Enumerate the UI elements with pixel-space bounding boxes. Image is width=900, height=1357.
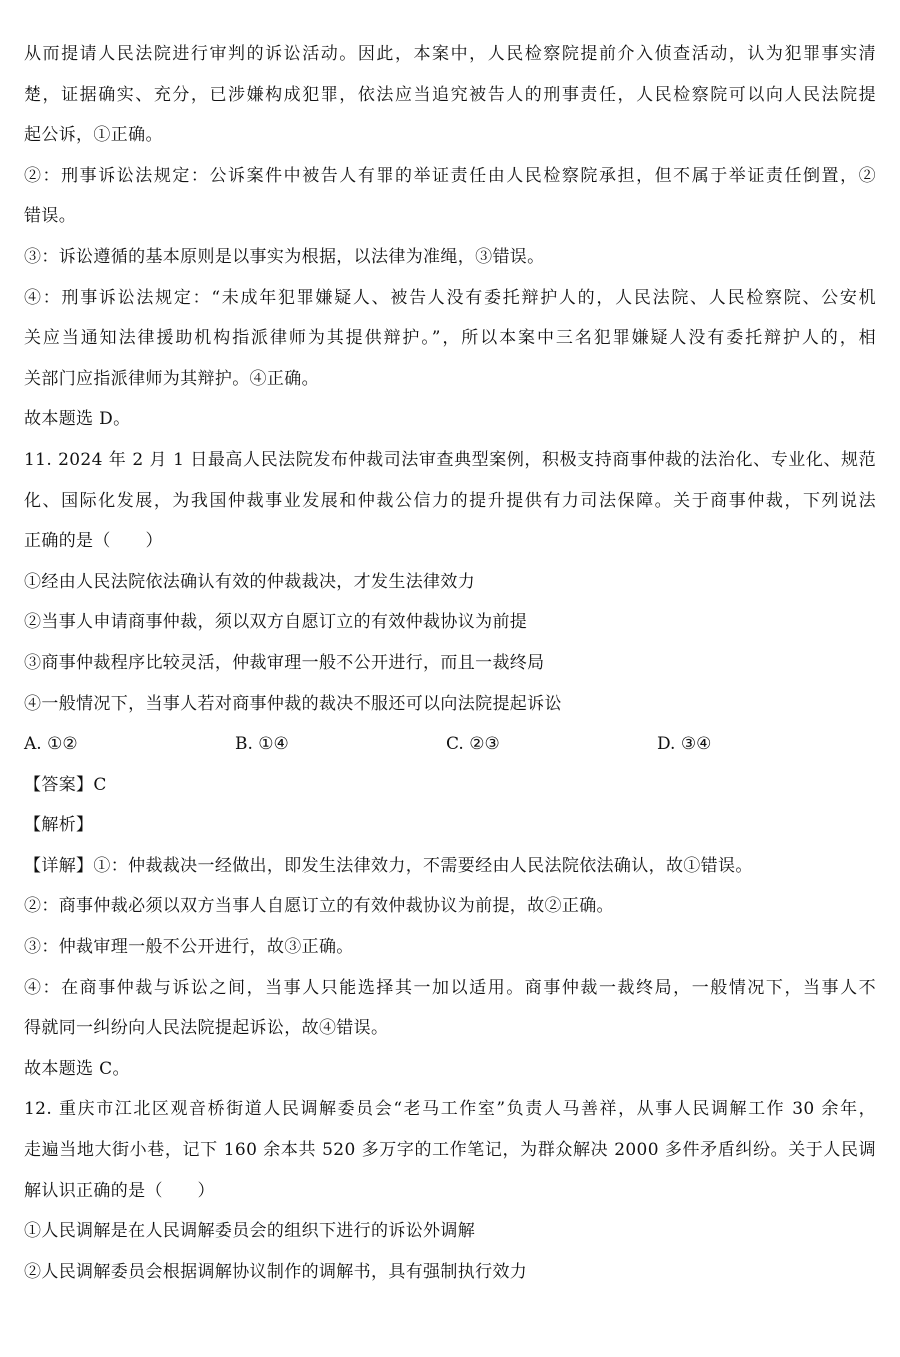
- statement-2: ②当事人申请商事仲裁，须以双方自愿订立的有效仲裁协议为前提: [24, 612, 528, 633]
- detail-line: 得就同一纠纷向人民法院提起诉讼，故④错误。: [24, 1018, 389, 1039]
- paragraph-line: 故本题选 D。: [24, 409, 131, 430]
- answer-options: [24, 724, 876, 765]
- paragraph-line: ③：诉讼遵循的基本原则是以事实为根据，以法律为准绳，③错误。: [24, 246, 545, 267]
- question-stem-line: 11. 2024 年 2 月 1 日最高人民法院发布仲裁司法审查典型案例，积极支持商事仲裁的法治化、专业化、规范: [24, 449, 876, 470]
- statement-4: ④一般情况下，当事人若对商事仲裁的裁决不服还可以向法院提起诉讼: [24, 693, 562, 714]
- detail-line: ③：仲裁审理一般不公开进行，故③正确。: [24, 937, 354, 958]
- option-c: C. ②③: [446, 734, 500, 755]
- statement-1: ①人民调解是在人民调解委员会的组织下进行的诉讼外调解: [24, 1221, 476, 1242]
- paragraph-line: ②：刑事诉讼法规定：公诉案件中被告人有罪的举证责任由人民检察院承担，但不属于举证责任倒置，②: [24, 165, 876, 186]
- statement-2: ②人民调解委员会根据调解协议制作的调解书，具有强制执行效力: [24, 1261, 528, 1282]
- detail-line: [24, 846, 876, 887]
- question-stem-line: 化、国际化发展，为我国仲裁事业发展和仲裁公信力的提升提供有力司法保障。关于商事仲裁，下列说法: [24, 490, 876, 511]
- answer-line: [24, 765, 876, 806]
- option-d: D. ③④: [657, 734, 712, 755]
- document-page: [24, 34, 876, 1292]
- detail-label: 【详解】: [24, 855, 94, 876]
- detail-line: ②：商事仲裁必须以双方当事人自愿订立的有效仲裁协议为前提，故②正确。: [24, 896, 614, 917]
- question-stem-line: 正确的是（ ）: [24, 531, 163, 552]
- statement-3: ③商事仲裁程序比较灵活，仲裁审理一般不公开进行，而且一裁终局: [24, 652, 545, 673]
- paragraph-line: 错误。: [24, 206, 77, 227]
- option-a: A. ①②: [24, 734, 78, 755]
- prev-answer-section: [24, 34, 876, 440]
- paragraph-line: 楚，证据确实、充分，已涉嫌构成犯罪，依法应当追究被告人的刑事责任，人民检察院可以向人民法院提: [24, 84, 876, 105]
- paragraph-line: 从而提请人民法院进行审判的诉讼活动。因此，本案中，人民检察院提前介入侦查活动，认为犯罪事实清: [24, 44, 876, 64]
- paragraph-line: ④：刑事诉讼法规定：“未成年犯罪嫌疑人、被告人没有委托辩护人的，人民法院、人民检察院、公安机: [24, 287, 876, 308]
- question-12: [24, 1089, 876, 1292]
- answer-value: C: [93, 774, 107, 795]
- option-b: B. ①④: [235, 734, 289, 755]
- question-stem-line: 走遍当地大街小巷，记下 160 余本共 520 多万字的工作笔记，为群众解决 2000 多件矛盾纠纷。关于人民调: [24, 1140, 876, 1161]
- detail-text: ①：仲裁裁决一经做出，即发生法律效力，不需要经由人民法院依法确认，故①错误。: [93, 855, 753, 876]
- paragraph-line: 关部门应指派律师为其辩护。④正确。: [24, 368, 319, 389]
- detail-line: ④：在商事仲裁与诉讼之间，当事人只能选择其一加以适用。商事仲裁一裁终局，一般情况下，当事人不: [24, 977, 876, 998]
- answer-label: 【答案】: [24, 774, 94, 795]
- statement-1: ①经由人民法院依法确认有效的仲裁裁决，才发生法律效力: [24, 571, 476, 592]
- paragraph-line: 起公诉，①正确。: [24, 125, 163, 146]
- question-stem-line: 12. 重庆市江北区观音桥街道人民调解委员会“老马工作室”负责人马善祥，从事人民调解工作 30 余年，: [24, 1099, 876, 1120]
- analysis-label: 【解析】: [24, 815, 94, 836]
- question-stem-line: 解认识正确的是（ ）: [24, 1180, 215, 1201]
- question-11: [24, 440, 876, 1090]
- detail-line: 故本题选 C。: [24, 1058, 130, 1079]
- paragraph-line: 关应当通知法律援助机构指派律师为其提供辩护。”，所以本案中三名犯罪嫌疑人没有委托辩护人的，相: [24, 328, 876, 349]
